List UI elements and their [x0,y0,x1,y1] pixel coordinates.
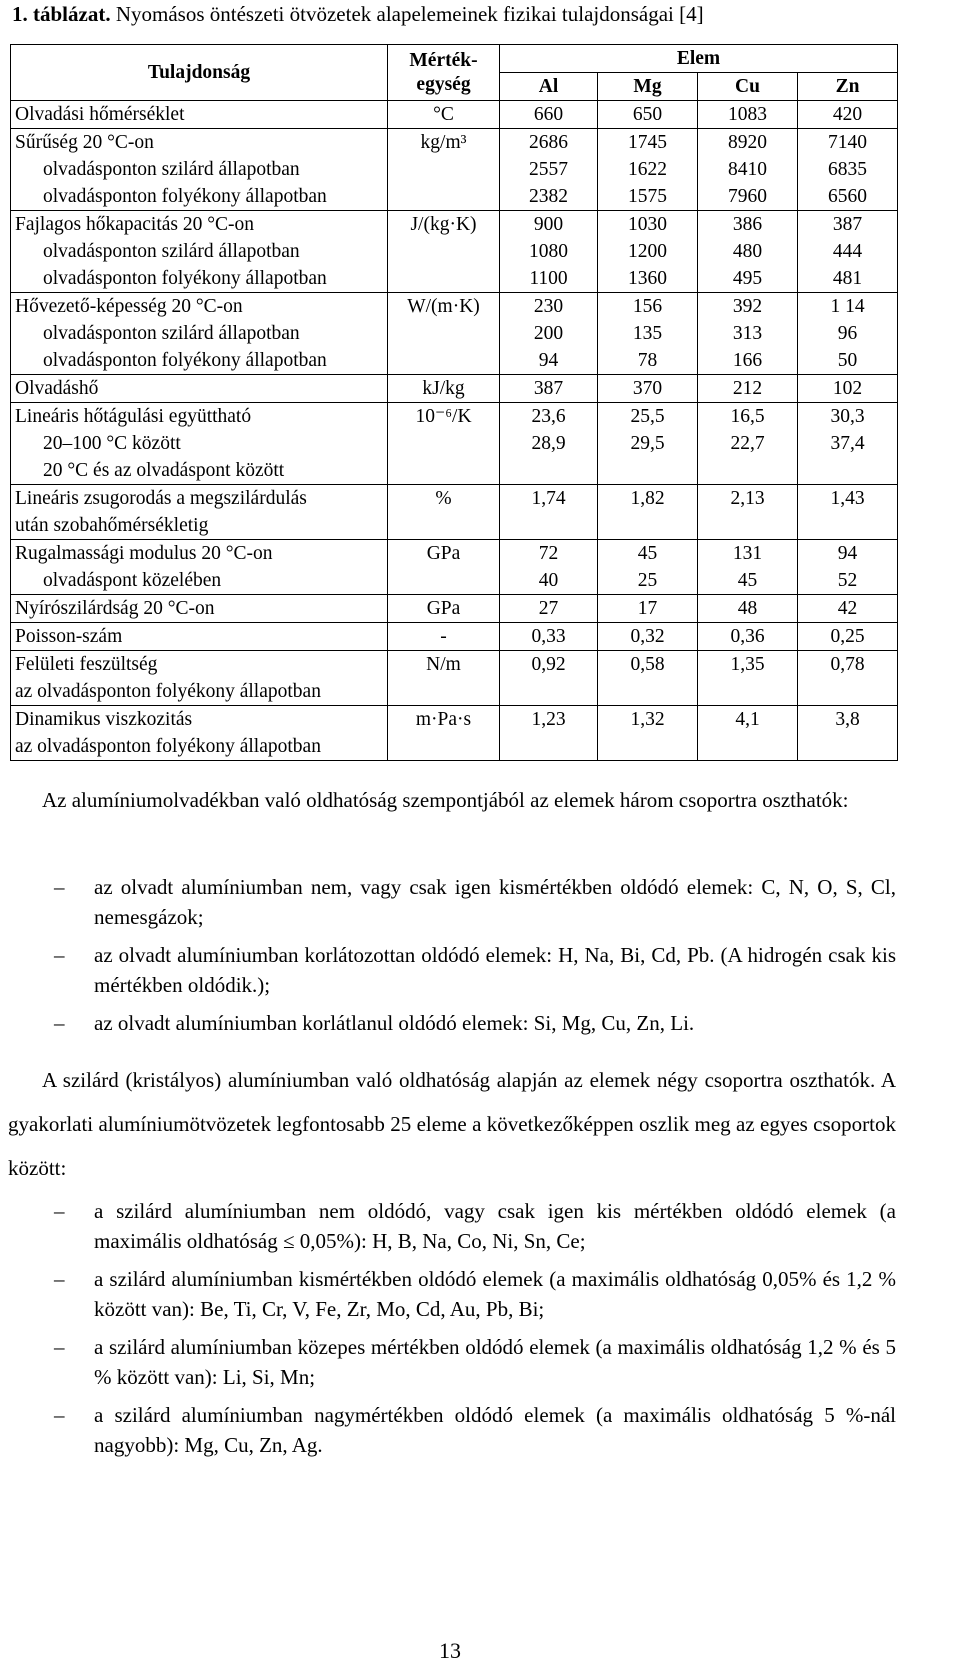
value-cell-zn [798,403,898,485]
value-cell-al [500,540,598,595]
value-cell-al [500,651,598,706]
property-cell [11,403,388,485]
value: 1080 [529,241,568,262]
value: 0,25 [830,626,865,647]
value-cell-cu [698,623,798,651]
value-cell-mg [598,595,698,623]
table-row [11,375,898,403]
value-cell-al [500,129,598,211]
property-line: az olvadásponton folyékony állapotban [15,736,321,757]
value: 3,8 [835,709,860,730]
value: 230 [533,296,564,317]
value: 1,82 [630,488,665,509]
header-element-al: Al [500,73,598,101]
value-cell-al [500,403,598,485]
value: 481 [832,268,863,289]
property-line: az olvadásponton folyékony állapotban [15,681,321,702]
value: 102 [832,378,863,399]
property-line: Felületi feszültség [15,654,158,675]
header-unit: Mérték-egység [388,45,500,101]
value-cell-zn [798,129,898,211]
page-number: 13 [439,1638,461,1663]
value: 23,6 [531,406,566,427]
unit-cell: W/(m·K) [388,293,500,375]
value: 17 [637,598,658,619]
list-item [54,1332,896,1392]
value: 1 14 [830,296,865,317]
value: 27 [538,598,559,619]
value: 1100 [529,268,568,289]
value-cell-cu [698,129,798,211]
value-cell-cu [698,540,798,595]
list-item [54,1264,896,1324]
unit-cell: 10⁻⁶/K [388,403,500,485]
dash-bullet: – [54,1403,65,1427]
table-row [11,129,898,211]
list-item-text: a szilárd alumíniumban közepes mértékben oldódó elemek (a maximális oldhatóság 1,2 % és 5 % között van): Li, Si, Mn; [94,1335,896,1389]
value-cell-al [500,375,598,403]
value: 8920 [728,132,767,153]
table-caption-title: Nyomásos öntészeti ötvözetek alapelemeinek fizikai tulajdonságai [4] [115,2,704,26]
value-cell-al [500,485,598,540]
value: 40 [538,570,559,591]
value-cell-mg [598,651,698,706]
value-cell-cu [698,211,798,293]
value: 6835 [828,159,867,180]
value: 72 [538,543,559,564]
value: 94 [837,543,858,564]
property-line: Fajlagos hőkapacitás 20 °C-on [15,214,255,235]
list-solid-groups [54,1196,896,1468]
property-line: olvadáspont közelében [43,570,222,591]
value: 48 [737,598,758,619]
value: 135 [632,323,663,344]
value: 0,58 [630,654,665,675]
table-row [11,403,898,485]
value: 0,36 [730,626,765,647]
value-cell-cu [698,403,798,485]
property-line: Sűrűség 20 °C-on [15,132,154,153]
table-row [11,485,898,540]
value-cell-cu [698,651,798,706]
unit-cell: J/(kg·K) [388,211,500,293]
value-cell-mg [598,485,698,540]
value: 212 [732,378,763,399]
value: 16,5 [730,406,765,427]
unit-cell: % [388,485,500,540]
value: 50 [837,350,858,371]
value: 1,23 [531,709,566,730]
unit-cell: °C [388,101,500,129]
property-cell [11,651,388,706]
dash-bullet: – [54,1335,65,1359]
list-item-text: az olvadt alumíniumban korlátlanul oldódó elemek: Si, Mg, Cu, Zn, Li. [94,1011,695,1035]
value-cell-zn [798,706,898,761]
value-cell-al [500,706,598,761]
value: 900 [533,214,564,235]
table-row [11,623,898,651]
list-item [54,1196,896,1256]
value: 78 [637,350,658,371]
table-caption-number: 1. táblázat. [12,2,111,26]
value-cell-cu [698,101,798,129]
list-item-text: az olvadt alumíniumban korlátozottan oldódó elemek: H, Na, Bi, Cd, Pb. (A hidrogén csak kis mértékben oldódik.); [94,943,896,997]
property-line: 20 °C és az olvadáspont között [43,460,285,481]
value: 1,35 [730,654,765,675]
property-line: Olvadáshő [15,378,99,399]
header-element-zn: Zn [798,73,898,101]
value-cell-mg [598,293,698,375]
header-property: Tulajdonság [11,45,388,101]
value: 22,7 [730,433,765,454]
value-cell-al [500,293,598,375]
value-cell-cu [698,293,798,375]
property-line: Nyírószilárdság 20 °C-on [15,598,215,619]
value: 1622 [628,159,667,180]
value: 6560 [828,186,867,207]
value-cell-mg [598,129,698,211]
value: 0,32 [630,626,665,647]
value-cell-mg [598,706,698,761]
property-line: olvadásponton folyékony állapotban [43,268,327,289]
value-cell-mg [598,540,698,595]
value: 131 [732,543,763,564]
list-item-text: a szilárd alumíniumban nagymértékben oldódó elemek (a maximális oldhatóság 5 %-nál nagyobb): Mg, Cu, Zn, Ag. [94,1403,896,1457]
value: 94 [538,350,559,371]
list-item-text: az olvadt alumíniumban nem, vagy csak igen kismértékben oldódó elemek: C, N, O, S, Cl, nemesgázok; [94,875,896,929]
property-line: olvadásponton folyékony állapotban [43,350,327,371]
value-cell-zn [798,623,898,651]
value-cell-cu [698,375,798,403]
property-line: olvadásponton szilárd állapotban [43,323,300,344]
value: 156 [632,296,663,317]
unit-cell: kg/m³ [388,129,500,211]
value-cell-cu [698,706,798,761]
property-line: Lineáris hőtágulási együttható [15,406,252,427]
value: 392 [732,296,763,317]
value: 7960 [728,186,767,207]
unit-cell: N/m [388,651,500,706]
property-line: Dinamikus viszkozitás [15,709,193,730]
list-liquid-groups [54,872,896,1046]
value: 1,43 [830,488,865,509]
value-cell-al [500,211,598,293]
header-element-mg: Mg [598,73,698,101]
value-cell-zn [798,540,898,595]
value-cell-zn [798,101,898,129]
value: 1030 [628,214,667,235]
value: 650 [632,104,663,125]
property-cell [11,706,388,761]
list-item-text: a szilárd alumíniumban nem oldódó, vagy csak igen kis mértékben oldódó elemek (a maximális oldhatóság ≤ 0,05%): H, B, Na, Co, Ni, Sn, Ce; [94,1199,896,1253]
property-cell [11,211,388,293]
value-cell-zn [798,651,898,706]
value: 480 [732,241,763,262]
value: 25,5 [630,406,665,427]
value: 37,4 [830,433,865,454]
value: 0,33 [531,626,566,647]
property-line: olvadásponton folyékony állapotban [43,186,327,207]
property-line: olvadásponton szilárd állapotban [43,159,300,180]
value: 386 [732,214,763,235]
value-cell-mg [598,101,698,129]
property-cell [11,375,388,403]
paragraph-solid-solubility: A szilárd (kristályos) alumíniumban való oldhatóság alapján az elemek négy csoportra oszthatók. A gyakorlati alumíniumötvözetek legfontosabb 25 eleme a következőképpen oszlik meg az egyes csoportok között: [8,1068,896,1180]
property-line: Olvadási hőmérséklet [15,104,185,125]
property-cell [11,595,388,623]
dash-bullet: – [54,1199,65,1223]
property-cell [11,540,388,595]
value: 1360 [628,268,667,289]
value: 4,1 [735,709,760,730]
value: 0,78 [830,654,865,675]
value: 387 [832,214,863,235]
value: 1200 [628,241,667,262]
value: 2,13 [730,488,765,509]
value-cell-mg [598,623,698,651]
value: 29,5 [630,433,665,454]
value-cell-zn [798,375,898,403]
value-cell-al [500,101,598,129]
value: 313 [732,323,763,344]
header-element: Elem [500,45,898,73]
table-row [11,706,898,761]
value: 28,9 [531,433,566,454]
list-item [54,1008,896,1038]
value: 25 [637,570,658,591]
value-cell-zn [798,293,898,375]
value: 52 [837,570,858,591]
property-line: 20–100 °C között [43,433,181,454]
value: 495 [732,268,763,289]
value: 200 [533,323,564,344]
value: 96 [837,323,858,344]
value: 45 [637,543,658,564]
value-cell-mg [598,211,698,293]
table-row [11,595,898,623]
property-cell [11,623,388,651]
value-cell-zn [798,485,898,540]
value-cell-al [500,623,598,651]
list-item [54,1400,896,1460]
value: 1,32 [630,709,665,730]
value: 7140 [828,132,867,153]
unit-cell: GPa [388,595,500,623]
value: 42 [837,598,858,619]
property-line: Lineáris zsugorodás a megszilárdulás [15,488,307,509]
value: 660 [533,104,564,125]
value: 420 [832,104,863,125]
properties-table [10,44,898,761]
value-cell-zn [798,211,898,293]
property-line: után szobahőmérsékletig [15,515,209,536]
value: 30,3 [830,406,865,427]
dash-bullet: – [54,875,65,899]
value: 2686 [529,132,568,153]
value: 2382 [529,186,568,207]
property-cell [11,485,388,540]
value: 166 [732,350,763,371]
property-line: Hővezető-képesség 20 °C-on [15,296,243,317]
value: 1745 [628,132,667,153]
table-row [11,540,898,595]
property-line: Poisson-szám [15,626,123,647]
list-item [54,872,896,932]
table-row [11,211,898,293]
property-line: Rugalmassági modulus 20 °C-on [15,543,273,564]
unit-cell: kJ/kg [388,375,500,403]
unit-cell: - [388,623,500,651]
value-cell-cu [698,595,798,623]
value: 370 [632,378,663,399]
table-row [11,101,898,129]
value: 2557 [529,159,568,180]
value: 444 [832,241,863,262]
value-cell-mg [598,375,698,403]
property-cell [11,293,388,375]
value: 1,74 [531,488,566,509]
table-row [11,293,898,375]
table-row [11,651,898,706]
dash-bullet: – [54,943,65,967]
property-cell [11,129,388,211]
property-cell [11,101,388,129]
unit-cell: GPa [388,540,500,595]
value: 1575 [628,186,667,207]
value: 387 [533,378,564,399]
list-item [54,940,896,1000]
value: 1083 [728,104,767,125]
dash-bullet: – [54,1011,65,1035]
list-item-text: a szilárd alumíniumban kismértékben oldódó elemek (a maximális oldhatóság 0,05% és 1,2 % között van): Be, Ti, Cr, V, Fe, Zr, Mo, Cd, Au, Pb, Bi; [94,1267,896,1321]
table-caption [12,2,704,27]
value-cell-zn [798,595,898,623]
paragraph-liquid-solubility: Az alumíniumolvadékban való oldhatóság szempontjából az elemek három csoportra oszthatók: [42,788,849,812]
value-cell-al [500,595,598,623]
value-cell-cu [698,485,798,540]
dash-bullet: – [54,1267,65,1291]
value-cell-mg [598,403,698,485]
property-line: olvadásponton szilárd állapotban [43,241,300,262]
unit-cell: m·Pa·s [388,706,500,761]
value: 8410 [728,159,767,180]
value: 0,92 [531,654,566,675]
header-element-cu: Cu [698,73,798,101]
value: 45 [737,570,758,591]
